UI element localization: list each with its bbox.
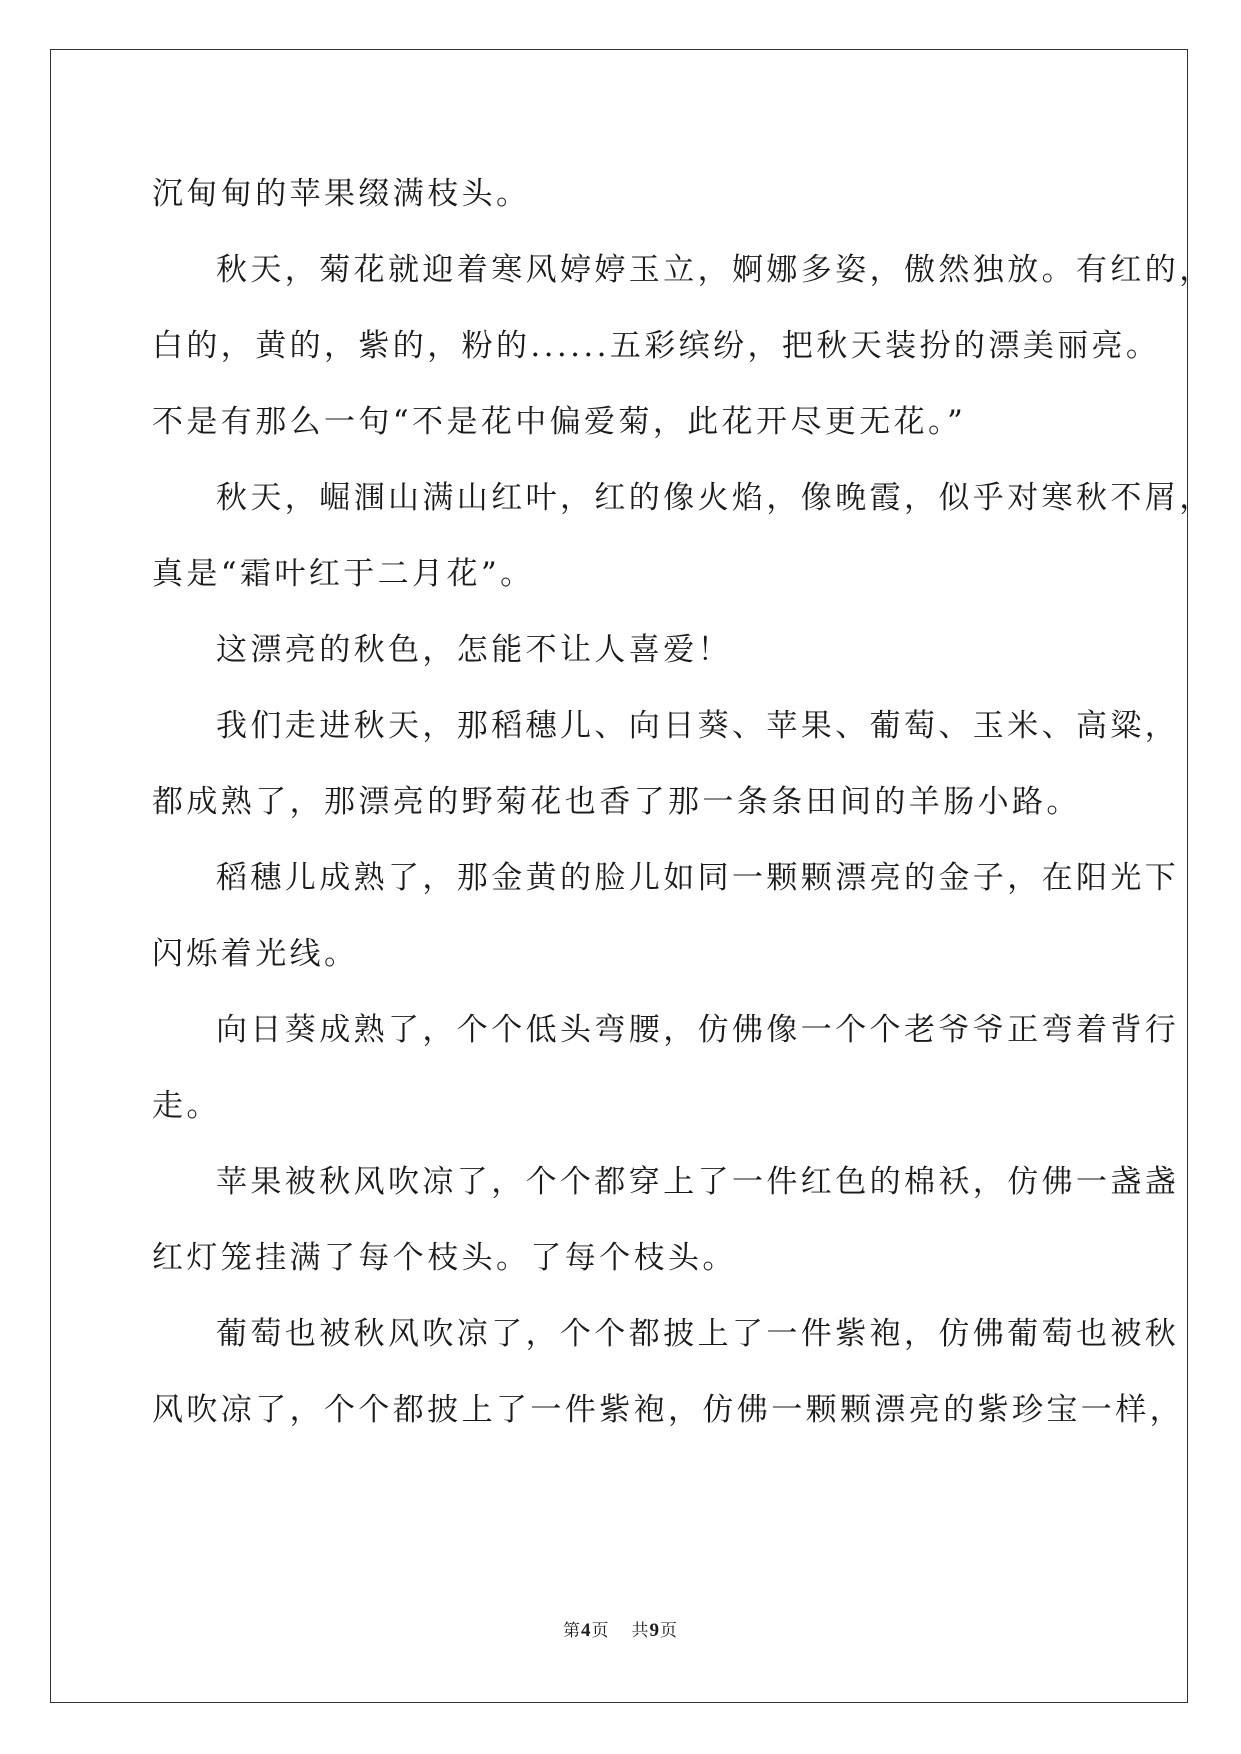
page-prefix: 第 (563, 1621, 581, 1641)
text-line: 闪烁着光线。 (152, 936, 359, 972)
text-line: 走。 (152, 1088, 221, 1124)
text-line: 风吹凉了，个个都披上了一件紫袍，仿佛一颗颗漂亮的紫珍宝一样， (152, 1392, 1184, 1428)
current-page-number: 4 (581, 1620, 592, 1641)
text-line: 这漂亮的秋色，怎能不让人喜爱！ (216, 632, 732, 668)
text-line: 稻穗儿成熟了，那金黄的脸儿如同一颗颗漂亮的金子，在阳光下 (216, 860, 1180, 896)
text-line: 秋天，菊花就迎着寒风婷婷玉立，婀娜多姿，傲然独放。有红的， (216, 252, 1214, 288)
text-line: 葡萄也被秋风吹凉了，个个都披上了一件紫袍，仿佛葡萄也被秋 (216, 1316, 1180, 1352)
text-line: 苹果被秋风吹凉了，个个都穿上了一件红色的棉袄，仿佛一盏盏 (216, 1164, 1180, 1200)
page-suffix: 页 (591, 1621, 610, 1641)
total-suffix: 页 (660, 1621, 678, 1641)
text-line: 白的，黄的，紫的，粉的......五彩缤纷，把秋天装扮的漂美丽亮。 (152, 328, 1161, 364)
text-line: 真是“霜叶红于二月花”。 (152, 556, 535, 592)
text-line: 我们走进秋天，那稻穗儿、向日葵、苹果、葡萄、玉米、高粱， (216, 708, 1180, 744)
document-body (152, 156, 1214, 1448)
text-line: 向日葵成熟了，个个低头弯腰，仿佛像一个个老爷爷正弯着背行 (216, 1012, 1180, 1048)
text-line: 红灯笼挂满了每个枝头。了每个枝头。 (152, 1240, 737, 1276)
text-line: 沉甸甸的苹果缀满枝头。 (152, 176, 531, 212)
text-line: 都成熟了，那漂亮的野菊花也香了那一条条田间的羊肠小路。 (152, 784, 1081, 820)
total-page-number: 9 (649, 1620, 660, 1641)
text-line: 不是有那么一句“不是花中偏爱菊，此花开尽更无花。” (152, 404, 967, 440)
page-footer (0, 1616, 1241, 1642)
total-prefix: 共 (631, 1621, 650, 1641)
text-line: 秋天，崛涠山满山红叶，红的像火焰，像晚霞，似乎对寒秋不屑， (216, 480, 1214, 516)
